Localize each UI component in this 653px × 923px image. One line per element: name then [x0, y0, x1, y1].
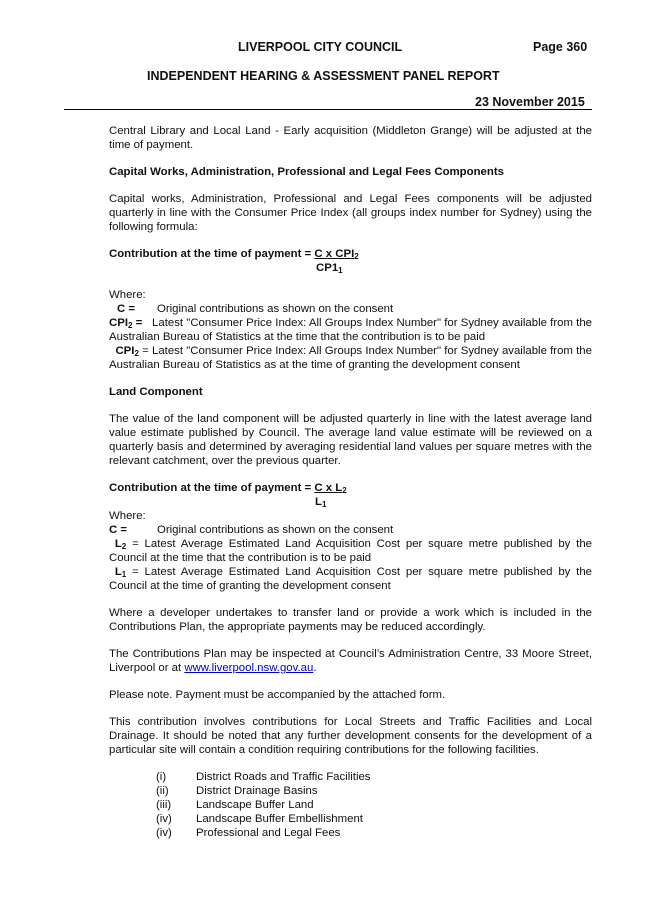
formula-land-denominator: $L_1$ — [315, 496, 327, 509]
intro-paragraph: Central Library and Local Land - Early acquisition (Middleton Grange) will be adjusted at the time of payment. — [109, 125, 592, 151]
list-item: (iii) Landscape Buffer Land — [156, 799, 314, 811]
def-c-2-key: C = — [109, 524, 128, 536]
list-item: (iv) Professional and Legal Fees — [156, 827, 341, 839]
council-name: LIVERPOOL CITY COUNCIL — [238, 40, 403, 54]
formula-cpi-label: Contribution at the time of payment = — [109, 248, 315, 260]
report-date: 23 November 2015 — [475, 95, 585, 109]
report-title: INDEPENDENT HEARING & ASSESSMENT PANEL REPORT — [147, 69, 500, 83]
def-cpi2: $CPI_2$ = Latest "Consumer Price Index: All Groups Index Number" for Sydney available from the Australian Bureau of Statistics at the time that the contribution is to be paid — [109, 317, 592, 343]
def-l2-key: $L_2$ — [114, 538, 127, 551]
developer-paragraph: Where a developer undertakes to transfer land or provide a work which is included in the Contributions Plan, the appropriate payments may be reduced accordingly. — [109, 607, 592, 633]
list-item: (iv) Landscape Buffer Embellishment — [156, 813, 363, 825]
page-number: Page 360 — [533, 40, 588, 54]
land-heading: Land Component — [109, 386, 203, 398]
list-item: (ii) District Drainage Basins — [156, 785, 318, 797]
land-paragraph: The value of the land component will be adjusted quarterly in line with the latest average land value estimate published by Council. The average land value estimate will be reviewed on a quarterly basis and determined by averaging residential land values per square metres with the relevant catchment, over the previous quarter. — [109, 413, 592, 467]
plan-paragraph: The Contributions Plan may be inspected at Council’s Administration Centre, 33 Moore Street, Liverpool or at www.liverpool.nsw.gov.au. — [109, 648, 592, 674]
formula-land-numerator: C x $L_2$ — [314, 482, 347, 495]
def-c-2-text: Original contributions as shown on the consent — [157, 524, 394, 536]
def-c-1-key: C = — [117, 303, 136, 315]
formula-land-label: Contribution at the time of payment = — [109, 482, 315, 494]
contribution-paragraph: This contribution involves contributions for Local Streets and Traffic Facilities and Local Drainage. It should be noted that any further development consents for the development of a particular site will contain a condition requiring contributions for the following facilities. — [109, 716, 592, 756]
def-l1: $L_1$ = Latest Average Estimated Land Acquisition Cost per square metre published by the Council at the time of granting the development consent — [109, 566, 592, 592]
where-label-2: Where: — [109, 510, 146, 522]
council-website-link[interactable]: www.liverpool.nsw.gov.au — [184, 662, 314, 674]
formula-cpi-denominator: $CP1_1$ — [316, 262, 343, 275]
header-rule — [64, 109, 592, 110]
def-l1-key: $L_1$ — [114, 566, 127, 579]
formula-cpi — [109, 247, 592, 275]
formula-cpi-numerator: C x $CPI_2$ — [314, 248, 359, 261]
def-cpi1-key: $CPI_2$ — [115, 345, 139, 358]
note-paragraph: Please note. Payment must be accompanied by the attached form. — [109, 689, 446, 701]
def-l2: $L_2$ = Latest Average Estimated Land Acquisition Cost per square metre published by the Council at the time that the contribution is to be paid — [109, 538, 592, 564]
def-c-2 — [109, 523, 592, 537]
def-c-1-text: Original contributions as shown on the consent — [157, 303, 394, 315]
def-c-1 — [109, 302, 592, 316]
facilities-list — [109, 770, 592, 840]
list-item: (i) District Roads and Traffic Facilities — [156, 771, 371, 783]
formula-land — [109, 481, 592, 509]
document-body — [109, 124, 592, 840]
def-cpi1: $CPI_2$ = Latest "Consumer Price Index: All Groups Index Number" for Sydney available from the Australian Bureau of Statistics as at the time of granting the development consent — [109, 345, 592, 371]
def-cpi2-key: $CPI_2$ = — [109, 317, 143, 330]
capital-heading: Capital Works, Administration, Professional and Legal Fees Components — [109, 166, 504, 178]
where-label-1: Where: — [109, 289, 146, 301]
capital-paragraph: Capital works, Administration, Professional and Legal Fees components will be adjusted quarterly in line with the Consumer Price Index (all groups index number for Sydney) using the following formula: — [109, 193, 592, 233]
